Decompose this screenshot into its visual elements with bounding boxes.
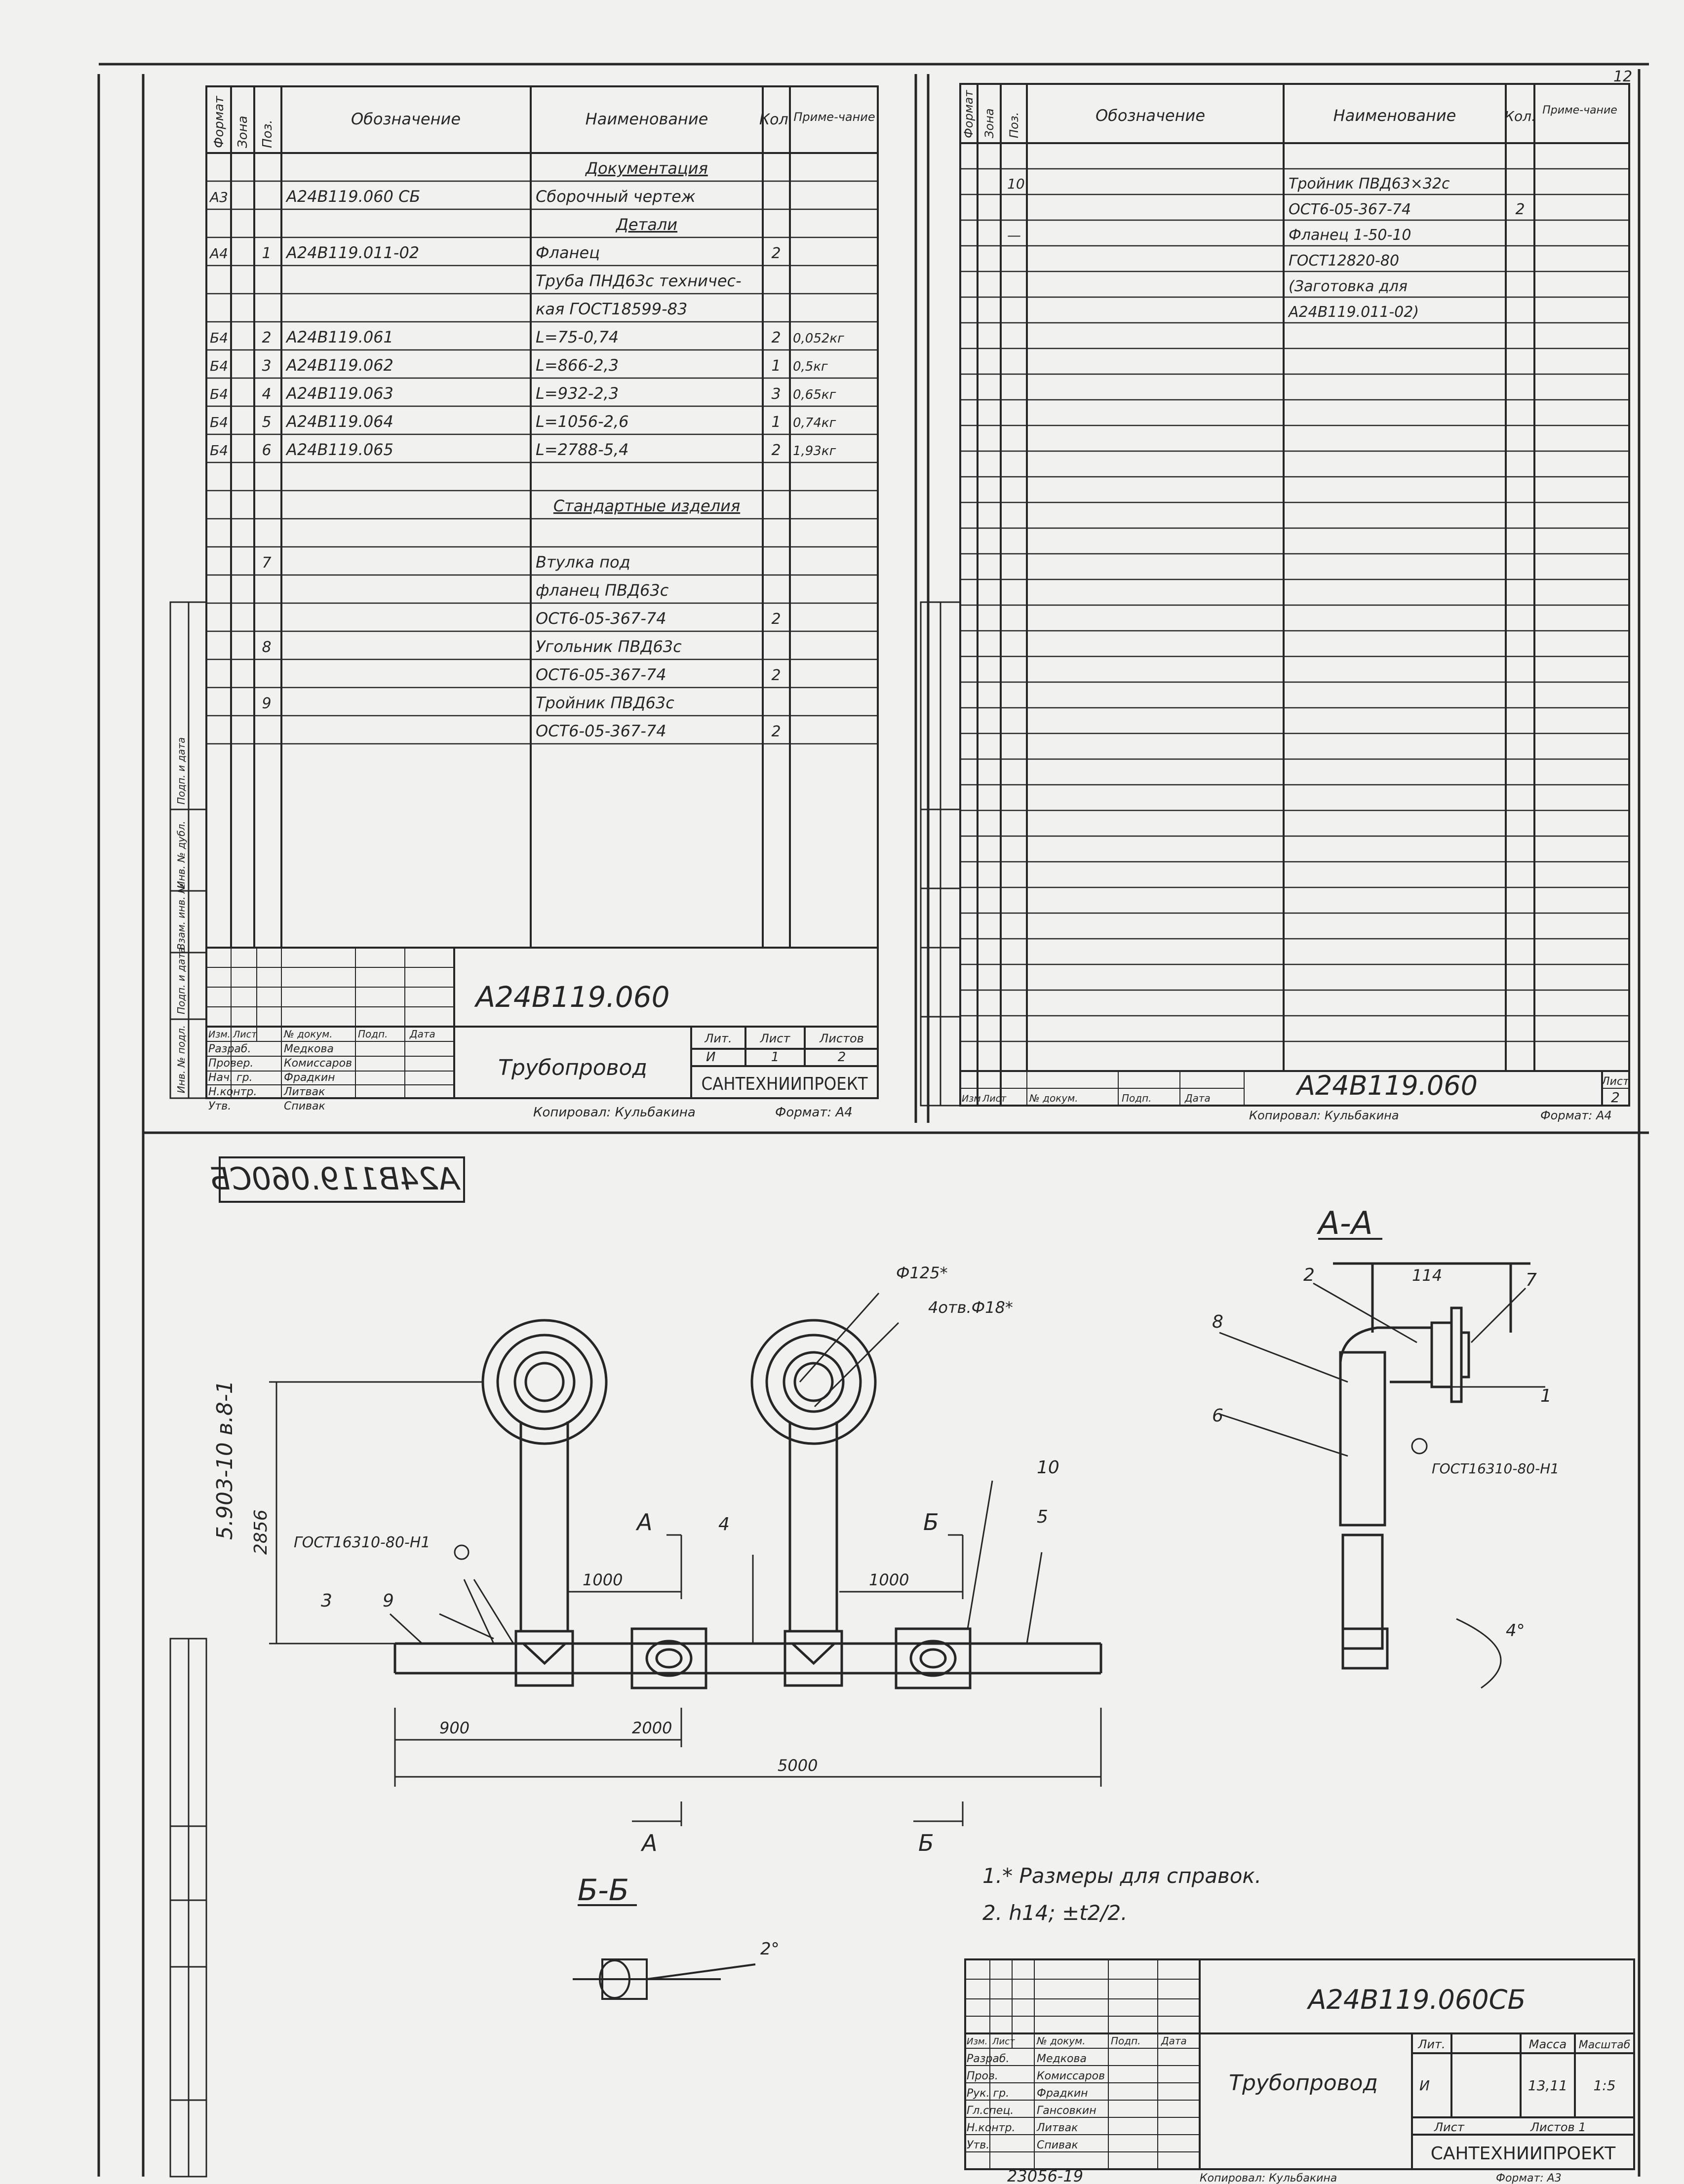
left-side-label-3: Инв. № дубл. [175, 821, 187, 888]
section-aa-label: А-А [1318, 1205, 1373, 1242]
bottom-tb-scale: 1:5 [1593, 2077, 1616, 2094]
left-row-name: Документация [586, 159, 708, 178]
left-tb-person: Комиссаров [284, 1057, 352, 1070]
left-row-note: 0,74кг [793, 416, 836, 430]
left-tb-role: Утв. [208, 1100, 232, 1112]
left-row-qty: 3 [771, 385, 781, 403]
bottom-tb-sheet-label: Лист [1434, 2120, 1464, 2134]
weld-gost-2: ГОСТ16310-80-Н1 [1432, 1460, 1560, 1477]
right-page-num: 12 [1613, 68, 1633, 85]
left-row-pos: 2 [262, 329, 272, 346]
left-tb-lit: И [706, 1050, 716, 1065]
left-row-name: Тройник ПВД63с [536, 693, 674, 712]
drawing-code-mirrored: А24В119.060СБ [209, 1161, 459, 1197]
left-row-pos: 7 [262, 554, 272, 572]
bottom-tb-person: Медкова [1037, 2053, 1087, 2065]
left-tb-role: Разраб. [208, 1043, 251, 1055]
left-row-pos: 9 [262, 695, 272, 712]
right-row-pos: — [1007, 227, 1021, 243]
callout-6: 6 [1212, 1406, 1223, 1426]
right-header-pos: Поз. [1007, 112, 1021, 138]
left-header-name: Наименование [585, 110, 708, 128]
dim-1000b: 1000 [869, 1571, 909, 1589]
callout-2: 2 [1303, 1265, 1315, 1285]
left-row-name: Сборочный чертеж [536, 187, 696, 206]
left-copied: Копировал: Кульбакина [533, 1105, 696, 1120]
left-row-name: L=75-0,74 [536, 328, 619, 346]
left-tb-col-izm: Изм. [208, 1029, 231, 1040]
left-tb-sheets: 2 [837, 1050, 846, 1065]
bottom-tb-lit: И [1419, 2077, 1430, 2094]
bottom-tb-role: Рук. гр. [967, 2087, 1010, 2100]
bottom-stamp: 23056-19 [1007, 2167, 1084, 2184]
dim-2000: 2000 [632, 1719, 672, 1737]
right-header-name: Наименование [1333, 106, 1456, 125]
left-header-qty: Кол. [759, 111, 793, 128]
left-row-designation: А24В119.064 [286, 412, 393, 431]
left-row-designation: А24В119.011-02 [286, 243, 420, 262]
left-row-pos: 5 [262, 414, 272, 431]
bottom-tb-lit-label: Лит. [1418, 2037, 1446, 2051]
bottom-tb-role: Разраб. [967, 2053, 1010, 2065]
left-tb-person: Фрадкин [284, 1072, 335, 1084]
left-row-qty: 2 [771, 329, 781, 346]
bottom-tb-person: Комиссаров [1037, 2070, 1105, 2082]
bottom-tb-person: Фрадкин [1037, 2087, 1088, 2100]
left-row-name: ОСТ6-05-367-74 [536, 609, 666, 628]
right-row-name: Фланец 1-50-10 [1289, 227, 1411, 244]
weld-gost: ГОСТ16310-80-Н1 [294, 1534, 431, 1551]
left-row-format: Б4 [210, 442, 229, 459]
left-row-qty: 1 [771, 414, 781, 431]
right-tb-col-list: Лист [982, 1093, 1007, 1104]
left-row-note: 0,5кг [793, 359, 828, 374]
callout-8: 8 [1212, 1312, 1223, 1332]
dim-ang2: 2° [760, 1939, 780, 1959]
right-header-zone: Зона [982, 108, 996, 138]
bottom-tb-col-sign: Подп. [1111, 2035, 1141, 2047]
left-row-qty: 2 [771, 667, 781, 684]
bottom-copied: Копировал: Кульбакина [1200, 2172, 1337, 2184]
left-side-label-2: Взам. инв. № [175, 883, 187, 950]
left-row-pos: 1 [262, 245, 272, 262]
left-row-name: Детали [616, 215, 678, 234]
dim-holes: 4отв.Ф18* [928, 1298, 1013, 1317]
left-header-pos: Поз. [260, 119, 275, 148]
dim-900: 900 [439, 1719, 470, 1737]
cut-b-bottom: Б [918, 1830, 934, 1856]
left-tb-role: Провер. [208, 1057, 254, 1070]
left-row-note: 0,052кг [793, 331, 844, 346]
callout-9: 9 [383, 1591, 394, 1611]
right-header-qty: Кол. [1504, 108, 1536, 124]
left-header-designation: Обозначение [351, 110, 461, 128]
right-tb-col-izm: Изм [962, 1093, 981, 1104]
bottom-tb-role: Гл.спец. [967, 2105, 1014, 2117]
left-row-format: Б4 [210, 414, 229, 430]
left-tb-sheets-label: Листов [820, 1032, 864, 1045]
left-header-format: Формат [212, 96, 227, 148]
left-row-pos: 8 [262, 639, 272, 656]
callout-4: 4 [718, 1514, 730, 1534]
left-row-format: Б4 [210, 358, 229, 374]
left-row-qty: 2 [771, 611, 781, 628]
cut-b-top: Б [923, 1509, 939, 1535]
callout-1: 1 [1540, 1386, 1552, 1406]
bottom-tb-sheets-label: Листов 1 [1530, 2120, 1586, 2134]
right-row-pos: 10 [1007, 176, 1025, 192]
left-row-note: 0,65кг [793, 387, 836, 402]
right-format: Формат: А4 [1540, 1109, 1612, 1122]
right-tb-sheet-label: Лист [1602, 1075, 1629, 1088]
left-row-name: L=866-2,3 [536, 356, 619, 375]
left-row-name: ОСТ6-05-367-74 [536, 722, 666, 740]
callout-3: 3 [321, 1591, 332, 1611]
left-row-qty: 2 [771, 442, 781, 459]
left-tb-lit-label: Лит. [705, 1032, 732, 1045]
dim-d125: Ф125* [896, 1264, 948, 1282]
left-row-format: Б4 [210, 330, 229, 346]
left-tb-role: Нач. гр. [208, 1072, 253, 1084]
left-row-format: Б4 [210, 386, 229, 402]
left-row-name: фланец ПВД63с [536, 581, 669, 600]
left-side-label-4: Подп. и дата [175, 737, 187, 805]
right-tb-col-date: Дата [1185, 1092, 1211, 1104]
bottom-tb-col-list: Лист [992, 2036, 1015, 2047]
left-row-name: ОСТ6-05-367-74 [536, 665, 666, 684]
right-tb-col-doc: № докум. [1029, 1092, 1078, 1104]
dim-ang4: 4° [1506, 1621, 1525, 1641]
left-row-name: Стандартные изделия [553, 497, 741, 515]
left-row-designation: А24В119.065 [286, 440, 393, 459]
right-row-qty: 2 [1515, 201, 1525, 218]
left-row-pos: 4 [262, 385, 272, 403]
left-row-name: кая ГОСТ18599-83 [536, 300, 688, 318]
left-row-format: А4 [210, 245, 228, 262]
left-tb-person: Литвак [284, 1086, 325, 1098]
dim-1000a: 1000 [583, 1571, 623, 1589]
right-copied: Копировал: Кульбакина [1249, 1109, 1399, 1122]
left-row-note: 1,93кг [793, 444, 836, 459]
dim-2856: 2856 [251, 1509, 271, 1555]
bottom-tb-role: Н.контр. [967, 2122, 1016, 2134]
bottom-tb-col-doc: № докум. [1037, 2035, 1086, 2047]
callout-10: 10 [1037, 1457, 1059, 1478]
right-row-name: (Заготовка для [1289, 278, 1408, 295]
left-header-note: Приме-чание [793, 110, 875, 124]
left-tb-col-doc: № докум. [284, 1028, 333, 1040]
bottom-tb-scale-label: Масштаб [1578, 2039, 1631, 2051]
left-row-qty: 2 [771, 245, 781, 262]
left-row-name: Фланец [536, 243, 600, 262]
bottom-tb-org: САНТЕХНИИПРОЕКТ [1430, 2144, 1616, 2164]
right-header-format: Формат [962, 90, 976, 138]
left-row-name: Втулка под [536, 553, 630, 572]
bottom-tb-code: А24В119.060СБ [1308, 1984, 1526, 2015]
section-bb-label: Б-Б [578, 1873, 629, 1908]
left-format: Формат: А4 [775, 1105, 853, 1120]
left-tb-col-list: Лист [233, 1029, 257, 1040]
bottom-tb-mass-label: Масса [1528, 2037, 1567, 2051]
left-row-name: Труба ПНД63с техничес- [536, 271, 742, 290]
left-row-name: Угольник ПВД63с [536, 637, 682, 656]
left-row-name: L=1056-2,6 [536, 412, 629, 431]
bottom-tb-col-date: Дата [1161, 2035, 1187, 2047]
left-row-name: L=2788-5,4 [536, 440, 629, 459]
bottom-tb-person: Спивак [1037, 2139, 1078, 2151]
left-tb-code: А24В119.060 [475, 980, 670, 1014]
note-2: 2. h14; ±t2/2. [982, 1901, 1128, 1925]
left-row-name: L=932-2,3 [536, 384, 619, 403]
left-tb-org: САНТЕХНИИПРОЕКТ [701, 1074, 868, 1094]
right-tb-col-sign: Подп. [1122, 1092, 1152, 1104]
left-header-zone: Зона [235, 115, 250, 148]
left-row-qty: 1 [771, 357, 781, 375]
left-tb-col-sign: Подп. [358, 1028, 388, 1040]
bottom-tb-person: Литвак [1037, 2122, 1078, 2134]
left-tb-person: Медкова [284, 1043, 334, 1055]
left-tb-sheet: 1 [771, 1050, 780, 1065]
left-side-label-1: Подп. и дата [175, 947, 187, 1014]
left-tb-title: Трубопровод [498, 1055, 647, 1080]
right-row-name: А24В119.011-02) [1289, 304, 1419, 321]
dim-114: 114 [1412, 1266, 1443, 1285]
bottom-tb-role: Пров. [967, 2070, 998, 2082]
left-tb-sheet-label: Лист [760, 1032, 790, 1045]
left-row-qty: 2 [771, 723, 781, 740]
left-row-designation: А24В119.062 [286, 356, 393, 375]
bottom-tb-mass: 13,11 [1527, 2077, 1568, 2094]
left-tb-person: Спивак [284, 1100, 325, 1112]
bottom-tb-title: Трубопровод [1229, 2070, 1378, 2096]
left-row-format: А3 [210, 189, 228, 205]
left-row-pos: 6 [262, 442, 272, 459]
callout-5: 5 [1037, 1507, 1048, 1527]
callout-7: 7 [1526, 1270, 1537, 1290]
left-row-designation: А24В119.061 [286, 328, 393, 346]
left-row-designation: А24В119.060 СБ [286, 187, 421, 206]
album-label: 5.903-10 в.8-1 [212, 1380, 237, 1540]
right-header-designation: Обозначение [1095, 106, 1206, 125]
bottom-tb-person: Гансовкин [1037, 2105, 1097, 2117]
bottom-format: Формат: А3 [1496, 2172, 1562, 2184]
left-tb-role: Н.контр. [208, 1086, 257, 1098]
left-tb-col-date: Дата [410, 1028, 435, 1040]
right-row-name: ГОСТ12820-80 [1289, 252, 1400, 269]
left-side-label-0: Инв. № подл. [175, 1025, 187, 1093]
left-row-designation: А24В119.063 [286, 384, 393, 403]
note-1: 1.* Размеры для справок. [982, 1864, 1262, 1888]
right-row-name: Тройник ПВД63×32с [1289, 175, 1450, 192]
cut-a-top: А [637, 1509, 653, 1535]
bottom-tb-role: Утв. [967, 2139, 990, 2151]
dim-5000: 5000 [778, 1756, 818, 1775]
right-row-name: ОСТ6-05-367-74 [1289, 201, 1411, 218]
right-tb-code: А24В119.060 [1296, 1070, 1478, 1101]
left-row-pos: 3 [262, 357, 272, 375]
cut-a-bottom: А [642, 1830, 658, 1856]
right-header-note: Приме-чание [1542, 104, 1617, 116]
right-tb-sheet: 2 [1611, 1089, 1620, 1106]
bottom-tb-col-izm: Изм. [967, 2036, 988, 2047]
